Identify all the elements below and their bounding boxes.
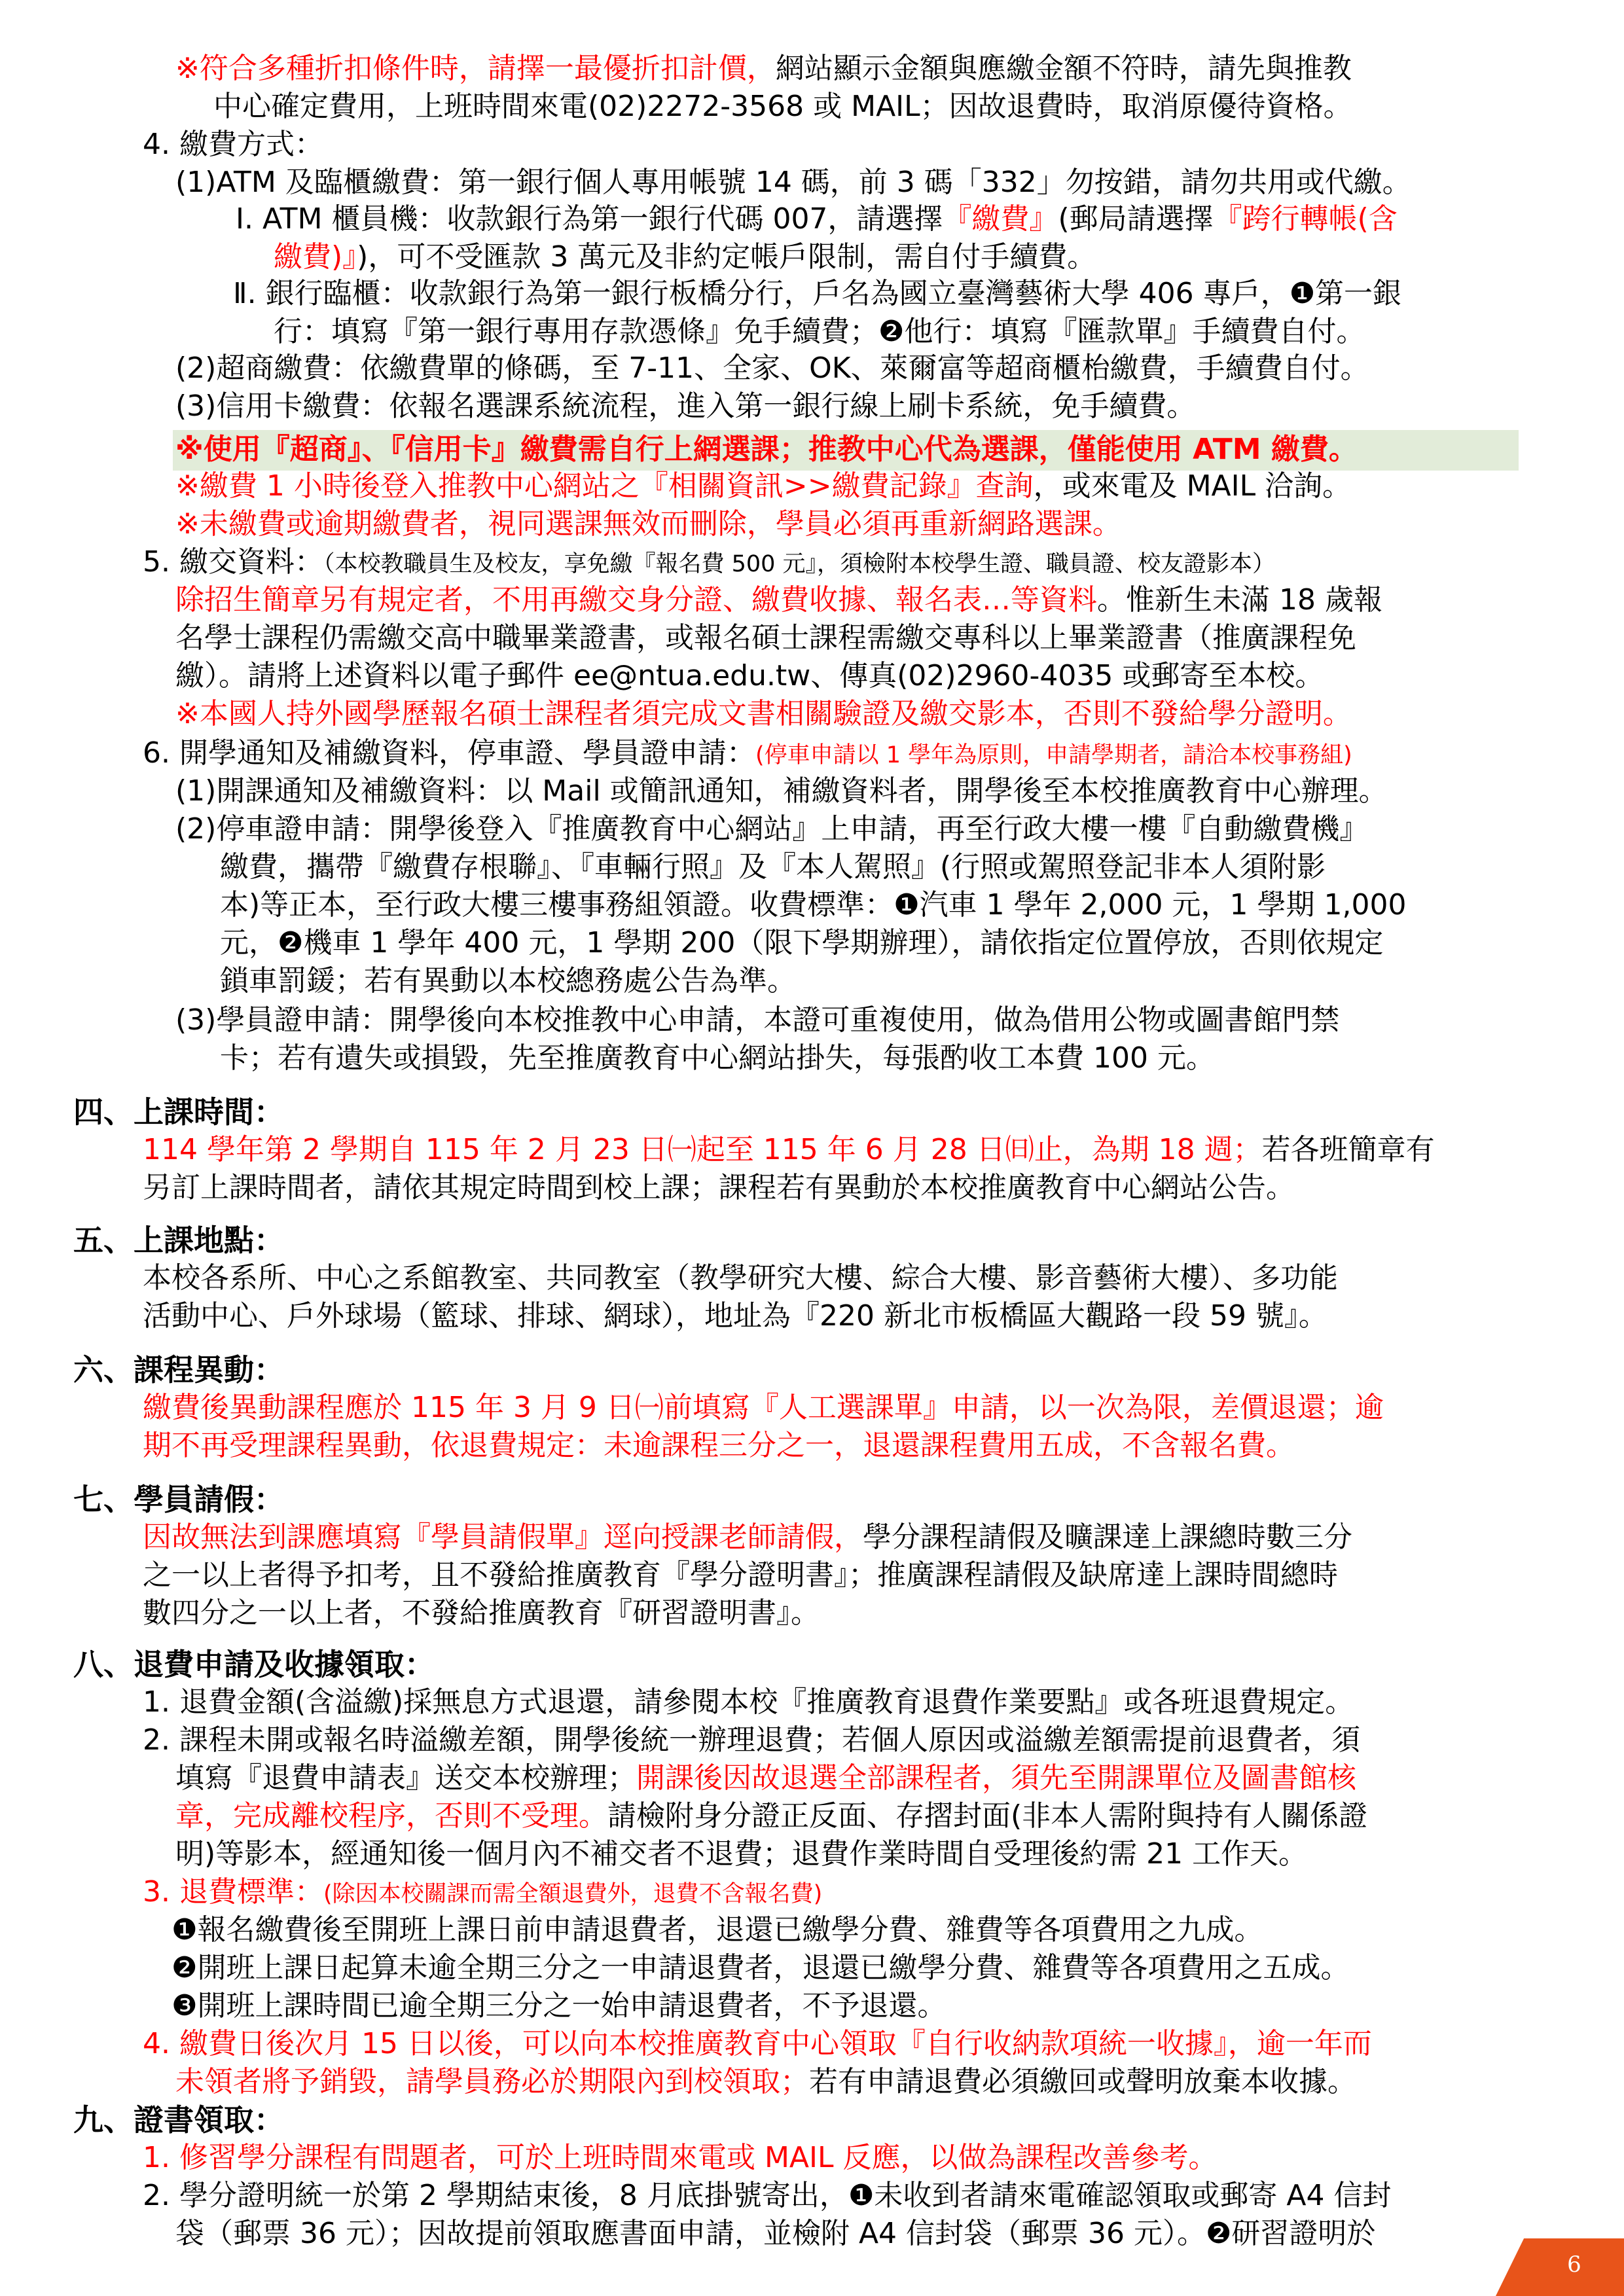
schedule-line-1: 114 學年第 2 學期自 115 年 2 月 23 日㈠起至 115 年 6 月 28 日㈰止，為期 18 週；若各班簡章有	[143, 1133, 1435, 1166]
student-card-line-1: (3)學員證申請：開學後向本校推教中心申請，本證可重複使用，做為借用公物或圖書館門禁	[175, 1003, 1340, 1037]
parking-line-3: 本)等正本，至行政大樓三樓事務組領證。收費標準：❶汽車 1 學年 2,000 元，1 學期 1,000	[220, 888, 1407, 922]
refund-item-4-line-1: 4. 繳費日後次月 15 日以後，可以向本校推廣教育中心領取『自行收納款項統一收據』，逾一年而	[143, 2027, 1372, 2060]
parking-line-1: (2)停車證申請：開學後登入『推廣教育中心網站』上申請，再至行政大樓一樓『自動繳費機』	[175, 812, 1369, 846]
payment-note-highlighted: ※使用『超商』、『信用卡』繳費需自行上網選課；推教中心代為選課，僅能使用 ATM 繳費。	[175, 433, 1358, 466]
location-heading: 五、上課地點：	[73, 1223, 284, 1258]
discount-note-text: 網站顯示金額與應繳金額不符時，請先與推教	[775, 52, 1352, 85]
certificate-item-2-line-1: 2. 學分證明統一於第 2 學期結束後，8 月底掛號寄出，❶未收到者請來電確認領取或郵寄 A4 信封	[143, 2179, 1392, 2212]
enrollment-heading-note: (停車申請以 1 學年為原則，申請學期者，請洽本校事務組)	[755, 742, 1352, 768]
leave-line-2: 之一以上者得予扣考，且不發給推廣教育『學分證明書』；推廣課程請假及缺席達上課時間總時	[143, 1558, 1338, 1592]
discount-note-emphasis: ※符合多種折扣條件時，請擇一最優折扣計價，	[175, 52, 776, 85]
payment-note-check-record: ※繳費 1 小時後登入推教中心網站之『相關資訊>>繳費記錄』查詢，或來電及 MAIL 洽詢。	[175, 469, 1352, 503]
schedule-heading: 四、上課時間：	[73, 1094, 284, 1130]
refund-item-2-line-2: 填寫『退費申請表』送交本校辦理；開課後因故退選全部課程者，須先至開課單位及圖書館核	[175, 1761, 1356, 1795]
parking-line-5: 鎖車罰鍰；若有異動以本校總務處公告為準。	[220, 964, 796, 997]
discount-note-line-2: 中心確定費用，上班時間來電(02)2272-3568 或 MAIL；因故退費時，取消原優待資格。	[213, 90, 1352, 123]
payment-atm-machine-line-1: Ⅰ. ATM 櫃員機：收款銀行為第一銀行代碼 007，請選擇『繳費』(郵局請選擇『跨行轉帳(含	[236, 202, 1398, 236]
schedule-line-2: 另訂上課時間者，請依其規定時間到校上課；課程若有異動於本校推廣教育中心網站公告。	[143, 1171, 1295, 1204]
post-office-option-emphasis: 『跨行轉帳(含	[1213, 202, 1398, 236]
refund-item-4-line-2: 未領者將予銷毀，請學員務必於期限內到校領取；若有申請退費必須繳回或聲明放棄本收據。	[175, 2065, 1356, 2098]
refund-item-2-line-3: 章，完成離校程序，否則不受理。請檢附身分證正反面、存摺封面(非本人需附與持有人關係證	[175, 1799, 1368, 1833]
documents-foreign-note: ※本國人持外國學歷報名碩士課程者須完成文書相關驗證及繳交影本，否則不發給學分證明。	[175, 697, 1352, 730]
parking-line-4: 元，❷機車 1 學年 400 元，1 學期 200（限下學期辦理），請依指定位置停放，否則依規定	[220, 926, 1384, 960]
payment-credit-card: (3)信用卡繳費：依報名選課系統流程，進入第一銀行線上刷卡系統，免手續費。	[175, 389, 1196, 423]
payment-atm-line: (1)ATM 及臨櫃繳費：第一銀行個人專用帳號 14 碼，前 3 碼「332」勿按錯，請勿共用或代繳。	[175, 166, 1411, 199]
documents-line-3: 繳）。請將上述資料以電子郵件 ee@ntua.edu.tw、傳真(02)2960-4035 或郵寄至本校。	[175, 659, 1324, 692]
location-line-1: 本校各系所、中心之系館教室、共同教室（教學研究大樓、綜合大樓、影音藝術大樓）、多功能	[143, 1261, 1338, 1295]
course-change-line-1: 繳費後異動課程應於 115 年 3 月 9 日㈠前填寫『人工選課單』申請，以一次為限，差價退還；逾	[143, 1391, 1384, 1424]
parking-line-2: 繳費，攜帶『繳費存根聯』、『車輛行照』及『本人駕照』(行照或駕照登記非本人須附影	[220, 850, 1326, 884]
payment-bank-counter-line-1: Ⅱ. 銀行臨櫃：收款銀行為第一銀行板橋分行，戶名為國立臺灣藝術大學 406 專戶，❶第一銀	[233, 277, 1402, 310]
course-change-line-2: 期不再受理課程異動，依退費規定：未逾課程三分之一，退還課程費用五成，不含報名費。	[143, 1429, 1295, 1462]
refund-item-2-line-1: 2. 課程未開或報名時溢繳差額，開學後統一辦理退費；若個人原因或溢繳差額需提前退費者，須	[143, 1723, 1360, 1757]
certificate-item-1: 1. 修習學分課程有問題者，可於上班時間來電或 MAIL 反應，以做為課程改善參考。	[143, 2141, 1218, 2174]
certificate-heading: 九、證書領取：	[73, 2102, 284, 2138]
enrollment-heading-line	[143, 734, 1352, 772]
certificate-item-2-line-2: 袋（郵票 36 元）；因故提前領取應書面申請，並檢附 A4 信封袋（郵票 36 元）。❷研習證明於	[175, 2217, 1376, 2250]
page-number: 6	[1567, 2251, 1581, 2278]
leave-line-3: 數四分之一以上者，不發給推廣教育『研習證明書』。	[143, 1596, 820, 1630]
payment-note-unpaid: ※未繳費或逾期繳費者，視同選課無效而刪除，學員必須再重新網路選課。	[175, 507, 1121, 541]
refund-standard-heading: 3. 退費標準：	[143, 1875, 323, 1909]
payment-convenience-store: (2)超商繳費：依繳費單的條碼，至 7-11、全家、OK、萊爾富等超商櫃枱繳費，手續費自付。	[175, 351, 1369, 385]
documents-heading: 5. 繳交資料：	[143, 545, 323, 579]
documents-heading-line	[143, 543, 1275, 581]
documents-line-1: 除招生簡章另有規定者，不用再繳交身分證、繳費收據、報名表…等資料。惟新生未滿 18 歲報	[175, 583, 1382, 617]
course-change-heading: 六、課程異動：	[73, 1352, 284, 1388]
refund-standard-note: (除因本校關課而需全額退費外，退費不含報名費)	[323, 1881, 823, 1907]
leave-line-1: 因故無法到課應填寫『學員請假單』逕向授課老師請假，學分課程請假及曠課達上課總時數三分	[143, 1520, 1352, 1554]
refund-standard-1: ❶報名繳費後至開班上課日前申請退費者，退還已繳學分費、雜費等各項費用之九成。	[171, 1913, 1263, 1946]
refund-item-1: 1. 退費金額(含溢繳)採無息方式退還，請參閱本校『推廣教育退費作業要點』或各班退費規定。	[143, 1685, 1354, 1719]
refund-heading: 八、退費申請及收據領取：	[73, 1647, 435, 1682]
enrollment-heading: 6. 開學通知及補繳資料，停車證、學員證申請：	[143, 736, 755, 770]
student-card-line-2: 卡；若有遺失或損毀，先至推廣教育中心網站掛失，每張酌收工本費 100 元。	[220, 1041, 1215, 1075]
refund-standard-heading-line	[143, 1873, 822, 1911]
payment-bank-counter-line-2: 行：填寫『第一銀行專用存款憑條』免手續費；❷他行：填寫『匯款單』手續費自付。	[274, 315, 1365, 348]
payment-heading: 4. 繳費方式：	[143, 128, 323, 161]
refund-standard-2: ❷開班上課日起算未逾全期三分之一申請退費者，退還已繳學分費、雜費等各項費用之五成。	[171, 1951, 1350, 1984]
refund-item-2-line-4: 明)等影本，經通知後一個月內不補交者不退費；退費作業時間自受理後約需 21 工作天。	[175, 1837, 1308, 1871]
leave-heading: 七、學員請假：	[73, 1482, 284, 1517]
pay-option-emphasis: 『繳費』	[943, 202, 1058, 236]
documents-line-2: 名學士課程仍需繳交高中職畢業證書，或報名碩士課程需繳交專科以上畢業證書（推廣課程免	[175, 621, 1356, 655]
payment-atm-machine-line-2: 繳費)』)，可不受匯款 3 萬元及非約定帳戶限制，需自付手續費。	[274, 240, 1096, 274]
discount-note-line-1	[175, 50, 1352, 88]
location-line-2: 活動中心、戶外球場（籃球、排球、網球），地址為『220 新北市板橋區大觀路一段 59 號』。	[143, 1299, 1327, 1333]
enrollment-notice: (1)開課通知及補繳資料：以 Mail 或簡訊通知，補繳資料者，開學後至本校推廣教育中心辦理。	[175, 774, 1388, 808]
refund-standard-3: ❸開班上課時間已逾全期三分之一始申請退費者，不予退還。	[171, 1989, 947, 2022]
documents-heading-note: （本校教職員生及校友，享免繳『報名費 500 元』，須檢附本校學生證、職員證、校友證影本）	[323, 551, 1276, 577]
